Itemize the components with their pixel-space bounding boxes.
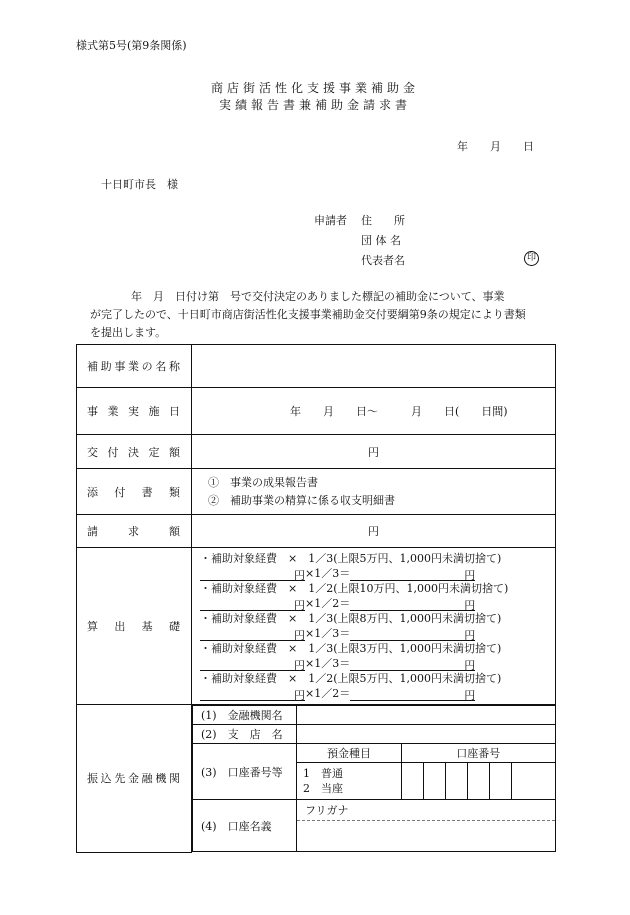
formula-1-mult: ×1／3＝ [305, 567, 351, 580]
addressee: 十日町市長 様 [101, 178, 178, 191]
account-digit[interactable] [490, 763, 512, 800]
formula-5-yen2: 円 [464, 689, 476, 702]
formula-1-yen2: 円 [464, 569, 476, 582]
formula-4-mult: ×1／3＝ [305, 657, 351, 670]
formula-1-yen1: 円 [294, 569, 305, 582]
formula-4-line1: ・補助対象経費 × 1／3(上限3万円、1,000円未満切捨て) [200, 642, 502, 655]
decision-label: 交付決定額 [77, 435, 192, 469]
row-bank [77, 705, 556, 853]
seal-text: 印 [524, 251, 539, 266]
address-label: 住 所 [361, 214, 405, 227]
formula-block [192, 611, 555, 641]
formula-block [192, 551, 555, 581]
row-claim [77, 515, 556, 548]
formula-1-line1: ・補助対象経費 × 1／3(上限5万円、1,000円未満切捨て) [200, 552, 502, 565]
project-name-label: 補助事業の名称 [77, 345, 192, 388]
row-attachments [77, 469, 556, 515]
row-decision [77, 435, 556, 469]
account-digit[interactable] [446, 763, 468, 800]
date-label: 年 月 日 [457, 140, 534, 153]
title-line2: 実績報告書兼補助金請求書 [218, 98, 411, 112]
report-form-table [76, 344, 556, 853]
formula-4-yen1: 円 [294, 659, 305, 672]
branch-label: (2) 支 店 名 [193, 725, 297, 744]
period-field[interactable] [192, 388, 556, 435]
row-period [77, 388, 556, 435]
title-line1: 商店街活性化支援事業補助金 [210, 81, 419, 95]
formula-2-line1: ・補助対象経費 × 1／2(上限10万円、1,000円未満切捨て) [200, 582, 509, 595]
account-label: (3) 口座番号等 [193, 744, 297, 800]
deposit-type-options[interactable] [297, 763, 402, 800]
formula-1-line2[interactable] [192, 566, 555, 581]
formula-2-mult: ×1／2＝ [305, 597, 351, 610]
attach-item-2: ② 補助事業の精算に係る収支明細書 [208, 493, 395, 507]
holder-field[interactable] [297, 800, 556, 852]
period-value: 年 月 日〜 月 日( 日間) [290, 405, 508, 418]
representative-label: 代表者名 [361, 254, 405, 267]
seal-mark [524, 250, 539, 266]
body-line1: 年 月 日付け第 号で交付決定のありました標記の補助金について、事業 [120, 290, 505, 303]
attach-item-1: ① 事業の成果報告書 [208, 475, 318, 489]
formula-4-result[interactable] [350, 658, 475, 671]
calc-formulas [192, 548, 556, 705]
decision-field[interactable] [192, 435, 556, 469]
formula-5-line1: ・補助対象経費 × 1／2(上限5万円、1,000円未満切捨て) [200, 672, 502, 685]
account-digit[interactable] [512, 763, 556, 800]
row-calculation [77, 548, 556, 705]
formula-2-yen2: 円 [464, 599, 476, 612]
formula-block [192, 671, 555, 701]
body-line3: を提出します。 [90, 326, 167, 339]
formula-5-mult: ×1／2＝ [305, 687, 351, 700]
bank-name-label: (1) 金融機関名 [193, 706, 297, 725]
deposit-type-header: 預金種目 [297, 744, 402, 763]
furigana-label: フリガナ [297, 800, 555, 821]
formula-3-result[interactable] [350, 628, 475, 641]
attach-label: 添付書類 [77, 469, 192, 515]
period-label: 事業実施日 [77, 388, 192, 435]
formula-4-line2[interactable] [192, 656, 555, 671]
formula-5-result[interactable] [350, 688, 475, 701]
holder-label: (4) 口座名義 [193, 800, 297, 852]
row-project-name [77, 345, 556, 388]
body-line2: が完了したので、十日町市商店街活性化支援事業補助金交付要綱第9条の規定により書類 [90, 308, 526, 321]
branch-field[interactable] [297, 725, 556, 744]
formula-2-result[interactable] [350, 598, 475, 611]
deposit-option-current[interactable]: 2 当座 [303, 782, 343, 795]
decision-yen: 円 [368, 445, 379, 459]
calc-label: 算出基礎 [77, 548, 192, 705]
formula-3-line1: ・補助対象経費 × 1／3(上限8万円、1,000円未満切捨て) [200, 612, 502, 625]
formula-3-yen1: 円 [294, 629, 305, 642]
formula-block [192, 581, 555, 611]
formula-1-base-amount[interactable] [200, 568, 305, 581]
claim-yen: 円 [368, 525, 379, 538]
bank-label: 振込先金融機関 [77, 705, 192, 853]
bank-table [192, 705, 556, 852]
formula-3-mult: ×1／3＝ [305, 627, 351, 640]
formula-4-base-amount[interactable] [200, 658, 305, 671]
deposit-option-ordinary[interactable]: 1 普通 [303, 767, 343, 780]
formula-block [192, 641, 555, 671]
applicant-prefix: 申請者 [314, 214, 347, 227]
form-id: 様式第5号(第9条関係) [76, 39, 187, 52]
claim-label: 請求額 [77, 515, 192, 548]
formula-3-yen2: 円 [464, 629, 476, 642]
formula-5-base-amount[interactable] [200, 688, 305, 701]
formula-5-line2[interactable] [192, 686, 555, 701]
formula-5-yen1: 円 [294, 689, 305, 702]
account-digit[interactable] [424, 763, 446, 800]
formula-4-yen2: 円 [464, 659, 476, 672]
formula-3-base-amount[interactable] [200, 628, 305, 641]
account-no-header: 口座番号 [402, 744, 556, 763]
account-digit[interactable] [468, 763, 490, 800]
formula-2-line2[interactable] [192, 596, 555, 611]
bank-name-field[interactable] [297, 706, 556, 725]
claim-field[interactable] [192, 515, 556, 548]
formula-2-base-amount[interactable] [200, 598, 305, 611]
formula-2-yen1: 円 [294, 599, 305, 612]
bank-details [192, 705, 556, 853]
group-name-label: 団 体 名 [361, 234, 401, 247]
formula-1-result[interactable] [350, 568, 475, 581]
project-name-field[interactable] [192, 345, 556, 388]
formula-3-line2[interactable] [192, 626, 555, 641]
account-digit[interactable] [402, 763, 424, 800]
attach-list [192, 469, 556, 515]
